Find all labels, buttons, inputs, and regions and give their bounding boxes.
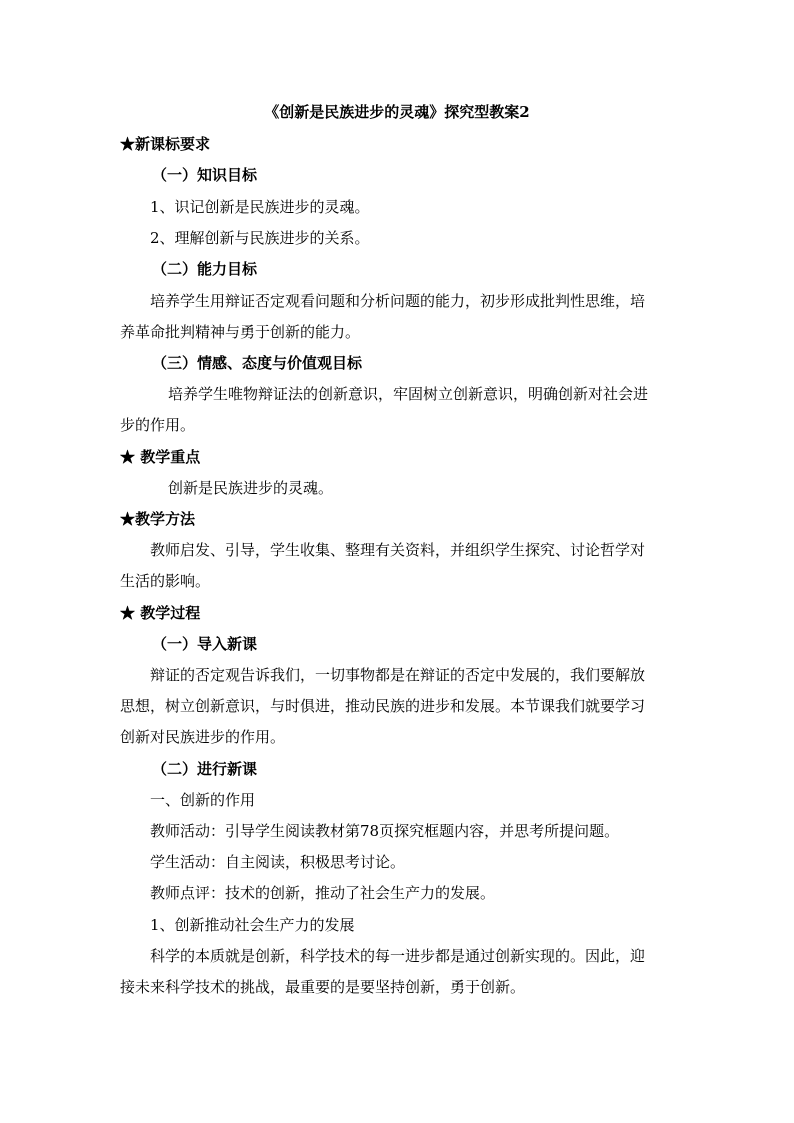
subheading-knowledge-goals: （一）知识目标 <box>152 166 258 184</box>
paragraph-line: 教师活动：引导学生阅读教材第78页探究框题内容，并思考所提问题。 <box>150 822 620 840</box>
subheading-emotion-goals: （三）情感、态度与价值观目标 <box>152 354 363 372</box>
heading-teaching-methods: ★教学方法 <box>120 510 196 528</box>
paragraph-line: 培养学生用辩证否定观看问题和分析问题的能力，初步形成批判性思维，培 <box>150 292 646 310</box>
paragraph-line: 创新对民族进步的作用。 <box>120 728 286 746</box>
paragraph-line: 学生活动：自主阅读，积极思考讨论。 <box>150 853 406 871</box>
paragraph-line: 培养学生唯物辩证法的创新意识，牢固树立创新意识，明确创新对社会进 <box>168 385 649 403</box>
paragraph-line: 接未来科学技术的挑战，最重要的是要坚持创新，勇于创新。 <box>120 978 526 996</box>
heading-key-points: ★ 教学重点 <box>120 448 201 466</box>
paragraph-line: 思想，树立创新意识，与时俱进，推动民族的进步和发展。本节课我们就要学习 <box>120 697 646 715</box>
paragraph-line: 教师点评：技术的创新，推动了社会生产力的发展。 <box>150 884 496 902</box>
paragraph-line: 2、理解创新与民族进步的关系。 <box>150 229 370 247</box>
paragraph-line: 辩证的否定观告诉我们，一切事物都是在辩证的否定中发展的，我们要解放 <box>150 666 646 684</box>
paragraph-line: 步的作用。 <box>120 416 196 434</box>
heading-curriculum-requirements: ★新课标要求 <box>120 135 211 153</box>
paragraph-line: 科学的本质就是创新，科学技术的每一进步都是通过创新实现的。因此，迎 <box>150 947 646 965</box>
paragraph-line: 一、创新的作用 <box>150 791 256 809</box>
subheading-new-lesson: （二）进行新课 <box>152 760 258 778</box>
paragraph-line: 1、创新推动社会生产力的发展 <box>150 916 355 934</box>
paragraph-line: 养革命批判精神与勇于创新的能力。 <box>120 323 361 341</box>
subheading-introduction: （一）导入新课 <box>152 635 258 653</box>
paragraph-line: 创新是民族进步的灵魂。 <box>168 479 334 497</box>
paragraph-line: 生活的影响。 <box>120 572 211 590</box>
paragraph-line: 教师启发、引导，学生收集、整理有关资料，并组织学生探究、讨论哲学对 <box>150 541 646 559</box>
subheading-ability-goals: （二）能力目标 <box>152 260 258 278</box>
document-title: 《创新是民族进步的灵魂》探究型教案2 <box>264 103 530 121</box>
paragraph-line: 1、识记创新是民族进步的灵魂。 <box>150 198 370 216</box>
heading-teaching-process: ★ 教学过程 <box>120 604 201 622</box>
